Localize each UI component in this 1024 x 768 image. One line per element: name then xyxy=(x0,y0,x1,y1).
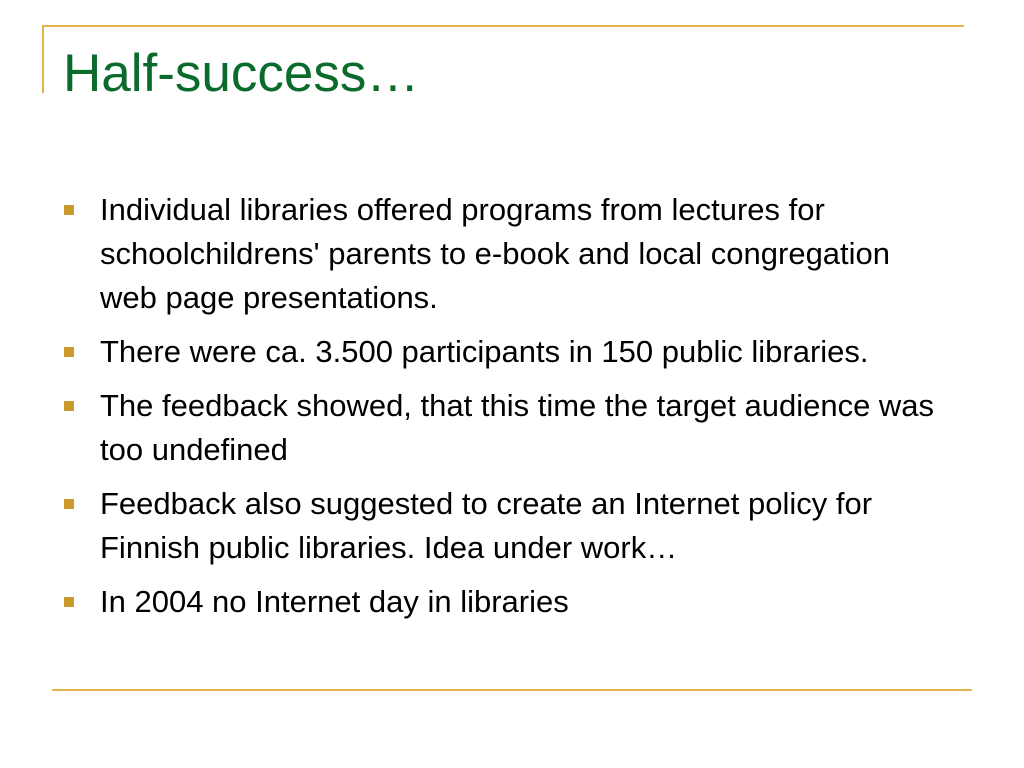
square-bullet-icon xyxy=(64,401,74,411)
square-bullet-icon xyxy=(64,205,74,215)
frame-top-line xyxy=(42,25,964,27)
bullet-text: Individual libraries offered programs from lectures for schoolchildrens' parents to e-book and local congregation web page presentations. xyxy=(100,192,891,315)
bullet-list xyxy=(64,188,954,634)
square-bullet-icon xyxy=(64,347,74,357)
bullet-text: The feedback showed, that this time the target audience was too undefined xyxy=(100,388,935,467)
square-bullet-icon xyxy=(64,499,74,509)
bullet-text: In 2004 no Internet day in libraries xyxy=(100,584,569,619)
bullet-text: Feedback also suggested to create an Internet policy for Finnish public libraries. Idea under work… xyxy=(100,486,873,565)
bullet-item xyxy=(64,188,954,320)
slide-title: Half-success… xyxy=(63,44,420,103)
bullet-item xyxy=(64,482,954,570)
square-bullet-icon xyxy=(64,597,74,607)
bullet-item xyxy=(64,330,954,374)
frame-left-line xyxy=(42,25,44,93)
bullet-item xyxy=(64,384,954,472)
frame-bottom-line xyxy=(52,689,972,691)
bullet-item xyxy=(64,580,954,624)
bullet-text: There were ca. 3.500 participants in 150 public libraries. xyxy=(100,334,869,369)
